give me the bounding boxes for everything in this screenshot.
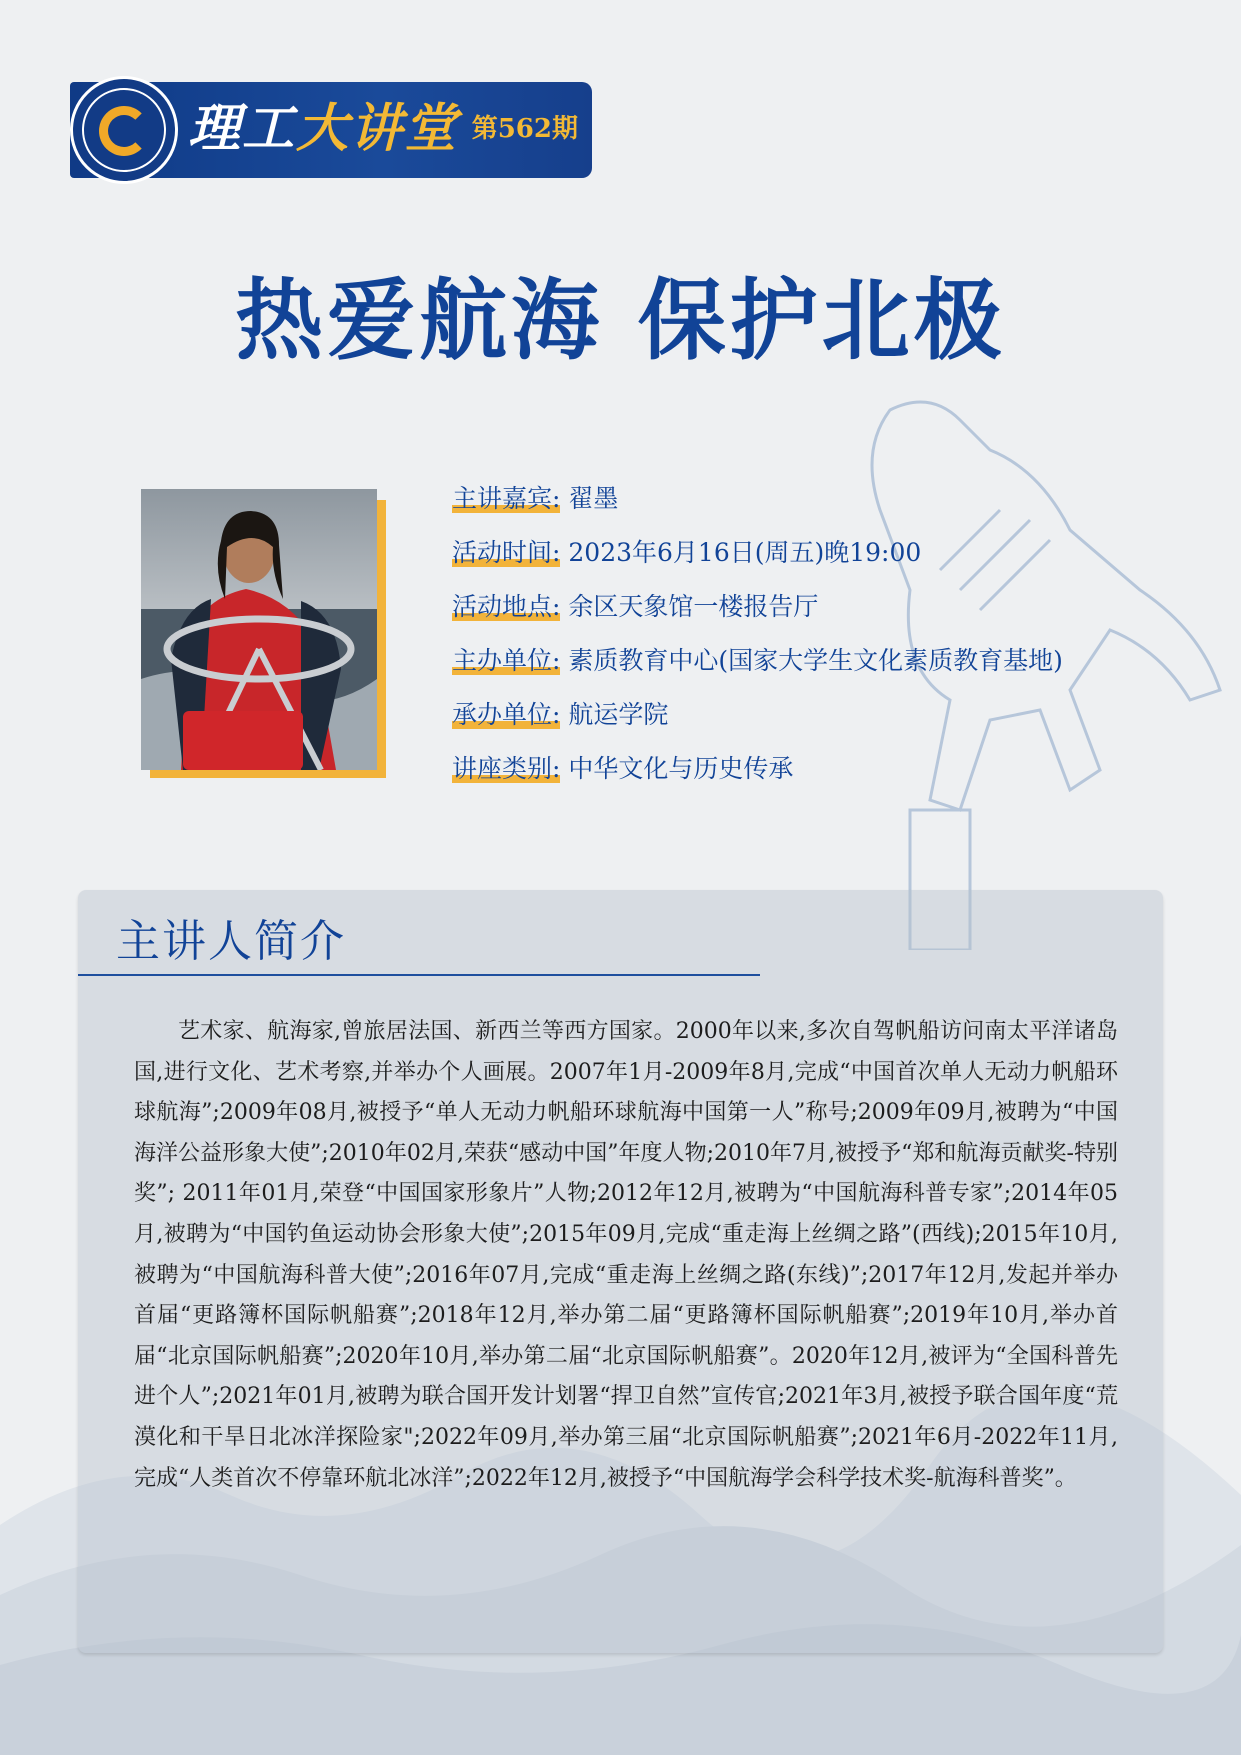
speaker-bio-text: 艺术家、航海家,曾旅居法国、新西兰等西方国家。2000年以来,多次自驾帆船访问南太平洋诸岛国,进行文化、艺术考察,并举办个人画展。2007年1月-2009年8月,完成“中国首次单人无动力帆船环球航海”;2009年08月,被授予“单人无动力帆船环球航海中国第一人”称号;2009年09月,被聘为“中国海洋公益形象大使”;2010年02月,荣获“感动中国”年度人物;2010年7月,被授予“郑和航海贡献奖-特别奖”; 2011年01月,荣登“中国国家形象片”人物;2012年12月,被聘为“中国航海科普专家”;2014年05月,被聘为“中国钓鱼运动协会形象大使”;2015年09月,完成“重走海上丝绸之路”(西线);2015年10月,被聘为“中国航海科普大使”;2016年07月,完成“重走海上丝绸之路(东线)”;2017年12月,发起并举办首届“更路簿杯国际帆船赛”;2018年12月,举办第二届“更路簿杯国际帆船赛”;2019年10月,举办首届“北京国际帆船赛”;2020年10月,举办第二届“北京国际帆船赛”。2020年12月,被评为“全国科普先进个人”;2021年01月,被聘为联合国开发计划署“捍卫自然”宣传官;2021年3月,被授予联合国年度“荒漠化和干旱日北冰洋探险家";2022年09月,举办第三届“北京国际帆船赛”;2021年6月-2022年11月,完成“人类首次不停靠环航北冰洋”;2022年12月,被授予“中国航海学会科学技术奖-航海科普奖”。	[134, 1019, 1118, 1491]
lecture-series-banner	[70, 82, 592, 178]
speaker-photo-illustration	[141, 489, 377, 770]
speaker-intro-heading: 主讲人简介	[116, 916, 346, 967]
event-info-list	[452, 476, 1063, 800]
speaker-photo	[141, 489, 377, 770]
speaker-intro-panel	[78, 890, 1163, 1653]
category-value: 中华文化与历史传承	[560, 754, 794, 783]
time-label: 活动时间:	[452, 530, 560, 576]
info-row-time	[452, 530, 1063, 584]
info-row-organizer	[452, 638, 1063, 692]
lecture-series-name	[188, 96, 458, 162]
organizer-value: 素质教育中心(国家大学生文化素质教育基地)	[560, 646, 1063, 675]
organizer-label: 主办单位:	[452, 638, 560, 684]
info-row-host	[452, 692, 1063, 746]
heading-divider	[78, 974, 760, 976]
issue-number: 第562期	[471, 114, 578, 144]
info-row-speaker	[452, 476, 1063, 530]
speaker-value: 翟墨	[560, 484, 619, 513]
series-name-part1: 理工	[188, 98, 297, 159]
location-label: 活动地点:	[452, 584, 560, 630]
time-value: 2023年6月16日(周五)晚19:00	[560, 538, 922, 567]
host-label: 承办单位:	[452, 692, 560, 738]
info-row-location	[452, 584, 1063, 638]
location-value: 余区天象馆一楼报告厅	[560, 592, 819, 621]
category-label: 讲座类别:	[452, 746, 560, 792]
speaker-label: 主讲嘉宾:	[452, 476, 560, 522]
university-logo	[70, 76, 178, 184]
lecture-title: 热爱航海 保护北极	[235, 269, 1006, 372]
info-row-category	[452, 746, 1063, 800]
host-value: 航运学院	[560, 700, 669, 729]
series-name-part2: 大讲堂	[296, 98, 459, 159]
logo-mark-icon	[99, 106, 149, 156]
